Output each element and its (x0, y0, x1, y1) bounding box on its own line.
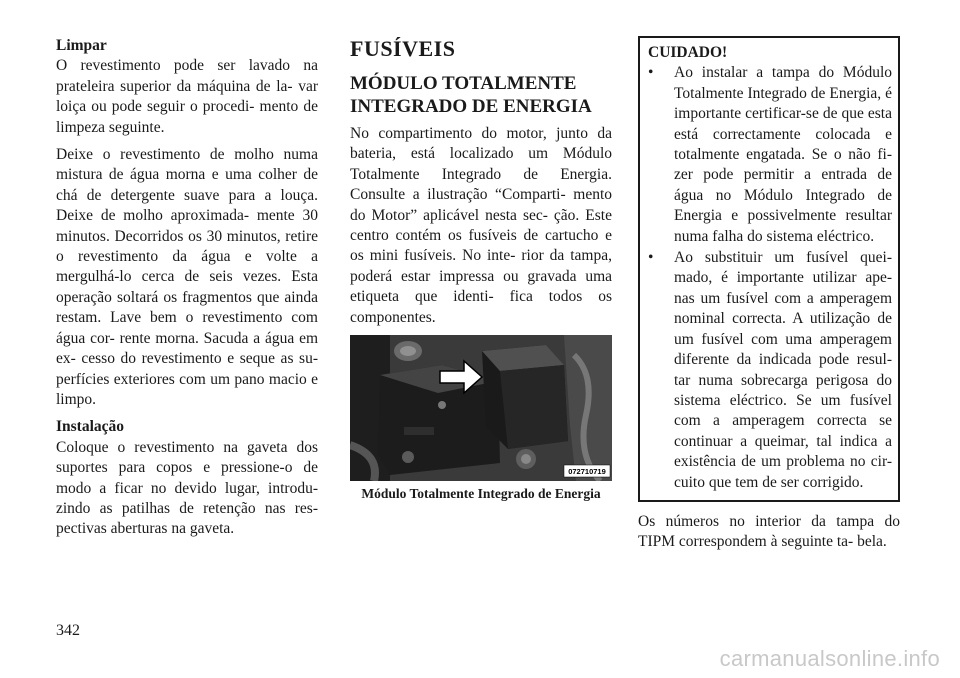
paragraph-tipm-table: Os números no interior da tampa do TIPM correspondem à seguinte ta- bela. (638, 512, 900, 551)
bullet-icon: • (648, 249, 654, 267)
caution-item-text: Ao instalar a tampa do Módulo Totalmente Integrado de Energia, é importante certificar-se de que esta está correctamente colocada e totalmente engatada. Se o não fi- zer pode permitir a entrada de água no Módulo Integrado de Energia e possivelmente resultar numa falha do sistema eléctrico. (674, 64, 892, 245)
page-number: 342 (56, 622, 80, 639)
heading-installation: Instalação (56, 418, 125, 436)
caution-list (648, 63, 892, 493)
caution-item-text: Ao substituir um fusível quei- mado, é importante utilizar ape- nas um fusível com a amperagem nominal correcta. A utilização de um fusível com uma amperagem diferente da indicada pode resul- tar numa sobrecarga perigosa do sistema eléctrico. Se um fusível com a amperagem correcta se continuar a queimar, tal indica a existência de um problema no cir- cuito que tem de ser corrigido. (674, 249, 892, 491)
left-column (56, 36, 318, 547)
paragraph-module-location: No compartimento do motor, junto da bateria, está localizado um Módulo Totalmente Integrado de Energia. Consulte a ilustração “Comparti- mento do Motor” aplicável nesta sec- ção. Este centro contém os fusíveis de cartucho e os mini fusíveis. No inte- rior da tampa, poderá estar impressa ou gravada uma etiqueta que identi- fica todos os componentes. (350, 125, 612, 326)
caution-item (648, 63, 892, 247)
bullet-icon: • (648, 64, 654, 82)
photo-caption: Módulo Totalmente Integrado de Energia (361, 486, 601, 502)
engine-compartment-photo (350, 335, 612, 481)
watermark: carmanualsonline.info (719, 646, 940, 671)
image-code-label: 072710719 (568, 467, 606, 477)
middle-column (350, 36, 612, 502)
paragraph-soak-instructions: Deixe o revestimento de molho numa mistura de água morna e uma colher de chá de detergente suave para a louça. Deixe de molho aproximada- mente 30 minutos. Decorridos os 30 minutos, retire o revestimento da água e volte a mergulhá-lo cerca de seis vezes. Esta operação soltará os fragmentos que ainda restam. Lave bem o revestimento com água cor- rente morna. Sacuda a água em ex- cesso do revestimento e seque as su- perfícies exteriores com um pano macio e limpo. (56, 146, 318, 408)
caution-item (648, 248, 892, 493)
paragraph-installation: Coloque o revestimento na gaveta dos suportes para copos e pressione-o de modo a ficar no devido lugar, introdu- zindo as patilhas de retenção nas res- pectivas aberturas na gaveta. (56, 438, 318, 538)
caution-title: CUIDADO! (648, 44, 728, 61)
section-subtitle: MÓDULO TOTALMENTE INTEGRADO DE ENERGIA (350, 73, 592, 117)
paragraph-clean-intro: O revestimento pode ser lavado na prateleira superior da máquina de la- var loiça ou pode seguir o procedi- mento de limpeza seguinte. (56, 57, 318, 136)
section-title: FUSÍVEIS (350, 36, 456, 61)
heading-clean: Limpar (56, 37, 107, 54)
caution-box (638, 36, 900, 502)
right-column (638, 36, 900, 560)
